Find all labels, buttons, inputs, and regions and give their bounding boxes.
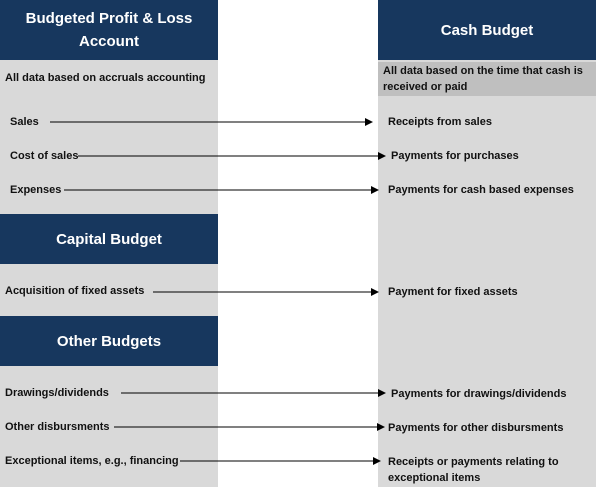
item-drawings-dividends: Drawings/dividends	[5, 387, 109, 399]
profit-loss-title: Budgeted Profit & Loss Account	[25, 10, 193, 50]
item-acquisition-fixed-assets: Acquisition of fixed assets	[5, 285, 145, 297]
capital-budget-title: Capital Budget	[56, 230, 162, 248]
cash-budget-title: Cash Budget	[440, 21, 534, 39]
item-sales: Sales	[10, 116, 39, 128]
cash-timing-note: All data based on the time that cash is received or paid	[383, 65, 583, 93]
item-receipts-payments-exceptional: Receipts or payments relating to exceptional items	[388, 456, 559, 484]
item-payments-purchases: Payments for purchases	[391, 150, 519, 162]
item-other-disbursments: Other disbursments	[5, 421, 110, 433]
item-expenses: Expenses	[10, 184, 62, 196]
item-payments-other-disbursments: Payments for other disbursments	[388, 422, 564, 434]
other-budgets-title: Other Budgets	[56, 332, 162, 350]
item-receipts-from-sales: Receipts from sales	[388, 116, 492, 128]
item-exceptional-items: Exceptional items, e.g., financing	[5, 455, 179, 467]
accruals-note: All data based on accruals accounting	[5, 72, 206, 84]
item-payments-cash-expenses: Payments for cash based expenses	[388, 184, 574, 196]
item-payment-fixed-assets: Payment for fixed assets	[388, 286, 518, 298]
item-payments-drawings-dividends: Payments for drawings/dividends	[391, 388, 567, 400]
item-cost-of-sales: Cost of sales	[10, 150, 79, 162]
